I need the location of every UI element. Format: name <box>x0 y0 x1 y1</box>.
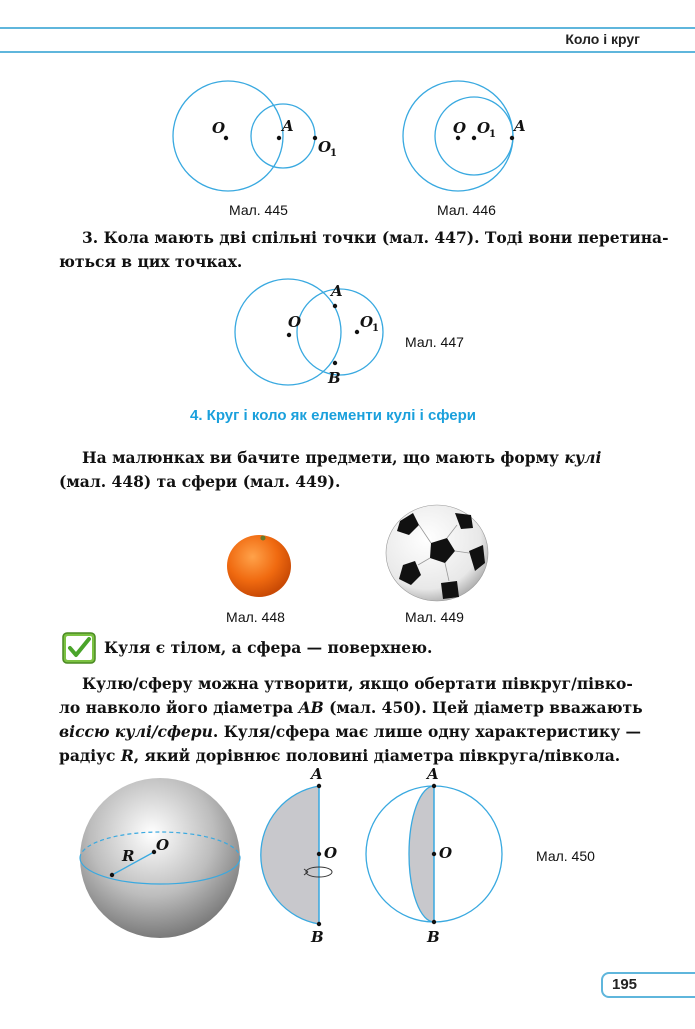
figure-447 <box>225 275 405 390</box>
caption-447: Мал. 447 <box>405 334 464 350</box>
label-b: B <box>311 928 324 946</box>
label-o: O <box>324 844 338 862</box>
explanation-emphasis: AB <box>298 698 324 717</box>
label-o: O <box>439 844 453 862</box>
label-a: A <box>331 282 343 300</box>
label-r: R <box>122 847 135 865</box>
caption-446: Мал. 446 <box>437 202 496 218</box>
explanation-line-3 <box>59 720 641 744</box>
caption-445: Мал. 445 <box>229 202 288 218</box>
section-heading: 4. Круг і коло як елементи кулі і сфери <box>190 407 476 424</box>
label-o1: O <box>318 138 332 156</box>
label-o1-sub: 1 <box>489 129 496 140</box>
label-b: B <box>328 369 341 387</box>
explanation-text: радіус <box>59 746 121 765</box>
intro-line-1 <box>82 446 642 470</box>
intro-text: На малюнках ви бачите предмети, що мають форму <box>82 448 565 467</box>
label-o1-sub: 1 <box>372 323 379 334</box>
explanation-text: (мал. 450). Цей діаметр вважають <box>323 698 643 717</box>
label-o: O <box>212 119 226 137</box>
label-o: O <box>156 836 170 854</box>
explanation-text: , який дорівнює половині діаметра півкруга/півкола. <box>133 746 621 765</box>
chapter-title: Коло і круг <box>565 31 640 47</box>
label-b: B <box>427 928 440 946</box>
caption-448: Мал. 448 <box>226 609 285 625</box>
soccer-ball-image <box>385 503 491 603</box>
label-a: A <box>514 117 526 135</box>
paragraph-3-line-2: ються в цих точках. <box>59 252 243 271</box>
checkmark-icon <box>62 632 96 664</box>
explanation-text: . Куля/сфера має лише одну характеристику — <box>212 722 642 741</box>
orange-image <box>225 530 295 600</box>
label-a: A <box>282 117 294 135</box>
label-o1: O <box>360 313 374 331</box>
label-a: A <box>311 765 323 783</box>
definition-text: Куля є тілом, а сфера — поверхнею. <box>104 638 433 657</box>
paragraph-3-line-1: 3. Кола мають дві спільні точки (мал. 447). Тоді вони перетина- <box>82 228 669 247</box>
label-a: A <box>427 765 439 783</box>
explanation-text: ло навколо його діаметра <box>59 698 299 717</box>
figure-445 <box>160 80 380 200</box>
page-number: 195 <box>612 976 638 993</box>
label-o1: O <box>477 119 491 137</box>
explanation-emphasis: віссю кулі/сфери <box>59 722 213 741</box>
intro-line-2: (мал. 448) та сфери (мал. 449). <box>59 472 341 491</box>
label-o: O <box>288 313 302 331</box>
caption-449: Мал. 449 <box>405 609 464 625</box>
label-o: O <box>453 119 467 137</box>
explanation-emphasis: R <box>120 746 134 765</box>
caption-450: Мал. 450 <box>536 848 595 864</box>
explanation-line-2 <box>59 696 643 720</box>
intro-emphasis: кулі <box>564 448 602 467</box>
explanation-line-1: Кулю/сферу можна утворити, якщо обертати півкруг/півко- <box>82 674 633 693</box>
label-o1-sub: 1 <box>330 148 337 159</box>
figure-450 <box>70 765 550 950</box>
figure-446 <box>395 80 545 200</box>
